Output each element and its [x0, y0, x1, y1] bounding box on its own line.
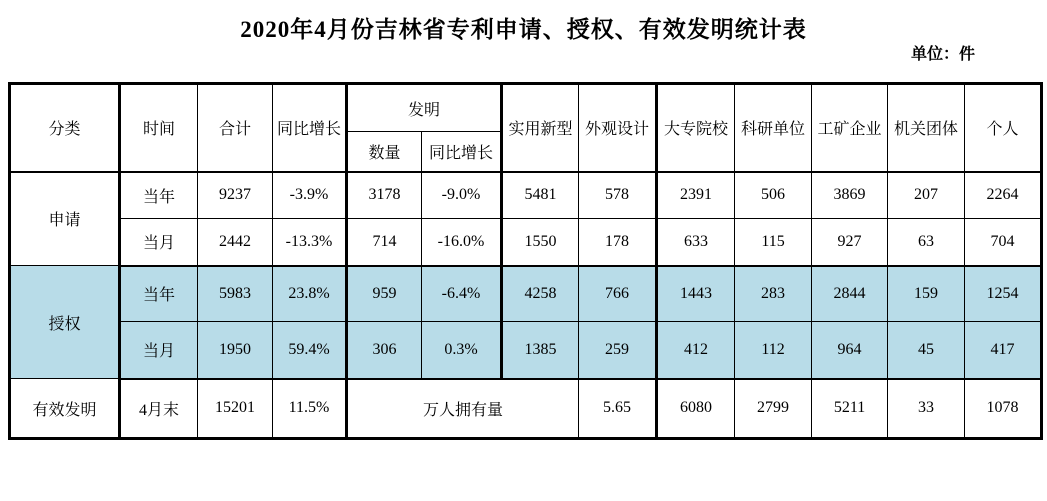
cell-yoy: 59.4% — [273, 322, 347, 379]
cell-industrial-enterprises: 2844 — [812, 266, 888, 322]
cell-invention-yoy: -6.4% — [422, 266, 502, 322]
cell-industrial-enterprises: 5211 — [812, 379, 888, 439]
cell-individuals: 1254 — [965, 266, 1042, 322]
cell-design: 178 — [579, 219, 657, 266]
cell-colleges: 2391 — [657, 172, 735, 219]
header-utility-model: 实用新型 — [502, 84, 579, 172]
cell-individuals: 704 — [965, 219, 1042, 266]
cell-yoy: 23.8% — [273, 266, 347, 322]
cell-total: 15201 — [198, 379, 273, 439]
row-label-valid-invention: 有效发明 — [10, 379, 120, 439]
header-row-1 — [10, 84, 1042, 132]
cell-total: 2442 — [198, 219, 273, 266]
cell-per-10k-label: 万人拥有量 — [347, 379, 579, 439]
header-individuals: 个人 — [965, 84, 1042, 172]
unit-label: 单位：件 — [910, 46, 975, 63]
table-row-valid-invention — [10, 379, 1042, 439]
patent-statistics-table — [8, 82, 1043, 440]
header-total: 合计 — [198, 84, 273, 172]
table-row-application-month — [10, 219, 1042, 266]
row-label-authorization: 授权 — [10, 266, 120, 379]
cell-design: 259 — [579, 322, 657, 379]
page-title: 2020年4月份吉林省专利申请、授权、有效发明统计表 — [240, 17, 807, 42]
cell-invention-yoy: 0.3% — [422, 322, 502, 379]
cell-total: 9237 — [198, 172, 273, 219]
cell-yoy: -3.9% — [273, 172, 347, 219]
cell-government-organizations: 45 — [888, 322, 965, 379]
cell-invention-count: 959 — [347, 266, 422, 322]
cell-research-units: 506 — [735, 172, 812, 219]
header-yoy-growth: 同比增长 — [273, 84, 347, 172]
cell-colleges: 633 — [657, 219, 735, 266]
header-colleges: 大专院校 — [657, 84, 735, 172]
cell-utility-model: 1550 — [502, 219, 579, 266]
cell-government-organizations: 159 — [888, 266, 965, 322]
cell-design: 578 — [579, 172, 657, 219]
cell-research-units: 2799 — [735, 379, 812, 439]
cell-research-units: 283 — [735, 266, 812, 322]
header-design: 外观设计 — [579, 84, 657, 172]
cell-research-units: 115 — [735, 219, 812, 266]
header-invention-group: 发明 — [347, 84, 502, 132]
cell-invention-count: 714 — [347, 219, 422, 266]
cell-total: 5983 — [198, 266, 273, 322]
cell-time: 当年 — [120, 266, 198, 322]
row-label-application: 申请 — [10, 172, 120, 266]
cell-colleges: 6080 — [657, 379, 735, 439]
table-row-authorization-year — [10, 266, 1042, 322]
header-government-organizations: 机关团体 — [888, 84, 965, 172]
cell-invention-yoy: -9.0% — [422, 172, 502, 219]
cell-individuals: 1078 — [965, 379, 1042, 439]
cell-individuals: 2264 — [965, 172, 1042, 219]
cell-invention-count: 3178 — [347, 172, 422, 219]
cell-total: 1950 — [198, 322, 273, 379]
header-invention-yoy: 同比增长 — [422, 132, 502, 172]
cell-time: 当月 — [120, 322, 198, 379]
cell-time: 4月末 — [120, 379, 198, 439]
cell-utility-model: 4258 — [502, 266, 579, 322]
cell-utility-model: 1385 — [502, 322, 579, 379]
cell-individuals: 417 — [965, 322, 1042, 379]
cell-design: 766 — [579, 266, 657, 322]
statistics-table-container — [8, 82, 1043, 440]
cell-per-10k-value: 5.65 — [579, 379, 657, 439]
cell-yoy: -13.3% — [273, 219, 347, 266]
cell-government-organizations: 207 — [888, 172, 965, 219]
cell-invention-count: 306 — [347, 322, 422, 379]
cell-invention-yoy: -16.0% — [422, 219, 502, 266]
cell-research-units: 112 — [735, 322, 812, 379]
cell-government-organizations: 63 — [888, 219, 965, 266]
header-research-units: 科研单位 — [735, 84, 812, 172]
cell-government-organizations: 33 — [888, 379, 965, 439]
cell-utility-model: 5481 — [502, 172, 579, 219]
header-category: 分类 — [10, 84, 120, 172]
cell-yoy: 11.5% — [273, 379, 347, 439]
cell-industrial-enterprises: 964 — [812, 322, 888, 379]
header-time: 时间 — [120, 84, 198, 172]
cell-time: 当月 — [120, 219, 198, 266]
table-row-authorization-month — [10, 322, 1042, 379]
header-invention-count: 数量 — [347, 132, 422, 172]
cell-industrial-enterprises: 3869 — [812, 172, 888, 219]
table-row-application-year — [10, 172, 1042, 219]
cell-industrial-enterprises: 927 — [812, 219, 888, 266]
header-industrial-enterprises: 工矿企业 — [812, 84, 888, 172]
cell-time: 当年 — [120, 172, 198, 219]
cell-colleges: 412 — [657, 322, 735, 379]
cell-colleges: 1443 — [657, 266, 735, 322]
